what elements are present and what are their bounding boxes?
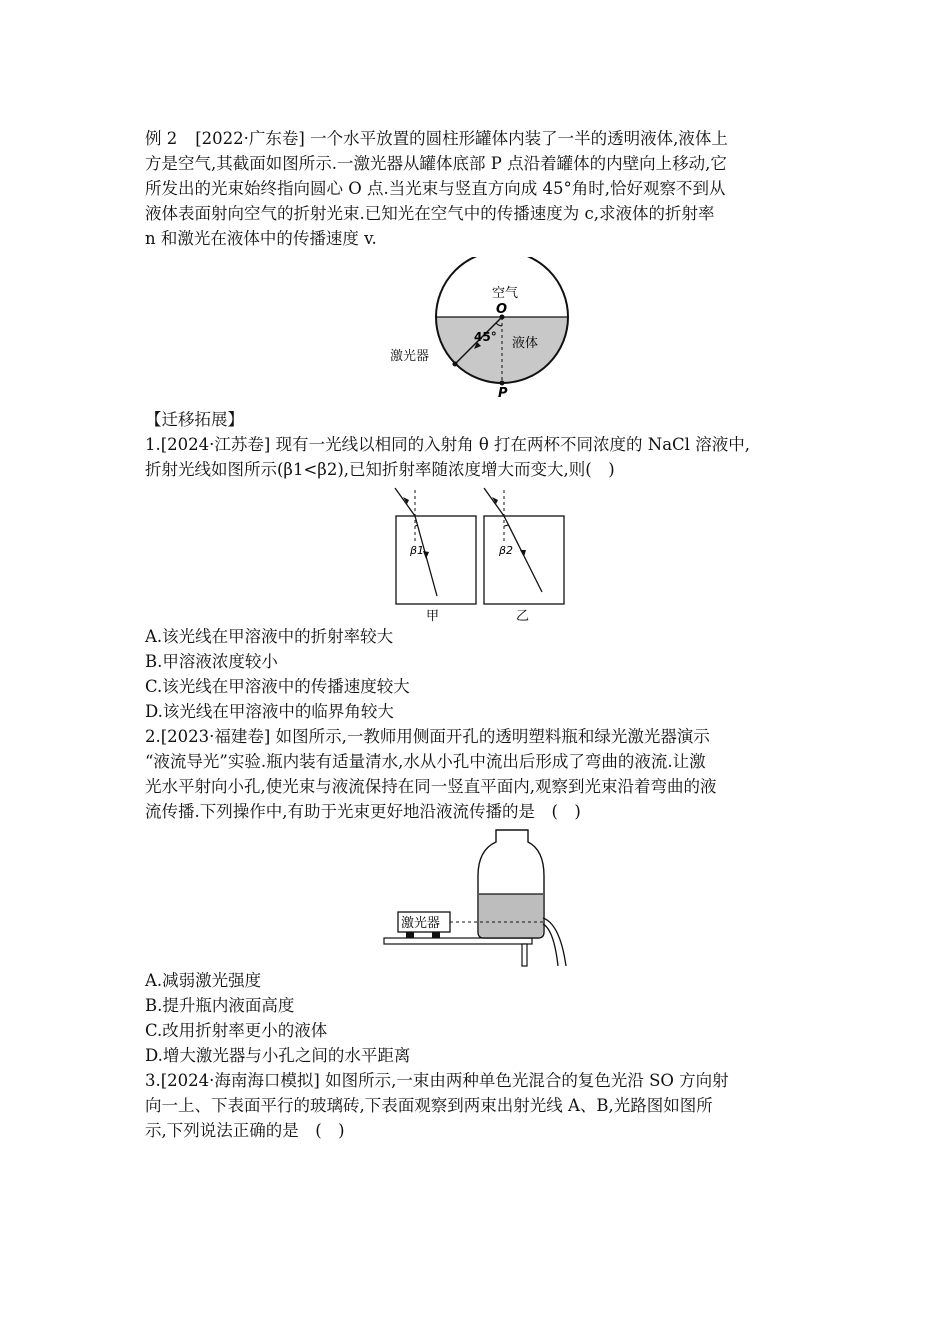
incident-ray-1 [395, 488, 415, 516]
page-content [145, 126, 825, 1143]
q3-line1: 3.[2024·海南海口模拟] 如图所示,一束由两种单色光混合的复色光沿 SO 方向射 [145, 1071, 729, 1090]
stream-outer [543, 918, 566, 966]
q1-option-a: A.该光线在甲溶液中的折射率较大 [145, 627, 394, 646]
cup-jia-label: 甲 [426, 609, 440, 624]
q2-line3: 光水平射向小孔,使光束与液流保持在同一竖直平面内,观察到光束沿着弯曲的液 [145, 777, 717, 796]
p-dot [500, 381, 505, 386]
example2-label: 例 2 [145, 129, 178, 148]
angle-label: 45° [474, 330, 497, 344]
cup-yi [484, 516, 564, 604]
cup-yi-label: 乙 [516, 609, 530, 624]
example2-source: [2022·广东卷] [195, 129, 305, 148]
q1-option-b: B.甲溶液浓度较小 [145, 652, 278, 671]
laser-dot [453, 362, 458, 367]
q2-line2: “液流导光”实验.瓶内装有适量清水,水从小孔中流出后形成了弯曲的液流.让激 [145, 752, 706, 771]
q2-line1: 2.[2023·福建卷] 如图所示,一教师用侧面开孔的透明塑料瓶和绿光激光器演示 [145, 727, 710, 746]
angle-arc-2 [504, 525, 508, 526]
q3-line2: 向一上、下表面平行的玻璃砖,下表面观察到两束出射光线 A、B,光路图如图所 [145, 1096, 713, 1115]
incident-ray-2 [484, 488, 504, 516]
bottle-figure [382, 828, 572, 968]
table-leg [522, 944, 527, 966]
q1-option-d: D.该光线在甲溶液中的临界角较大 [145, 702, 394, 721]
q2-option-a: A.减弱激光强度 [145, 971, 262, 990]
o-label: O [496, 302, 508, 317]
q2-line4: 流传播.下列操作中,有助于光束更好地沿液流传播的是 ( ) [145, 802, 581, 821]
example2-line2: 方是空气,其截面如图所示.一激光器从罐体底部 P 点沿着罐体的内壁向上移动,它 [145, 154, 727, 173]
q1-option-c: C.该光线在甲溶液中的传播速度较大 [145, 677, 410, 696]
q2-option-c: C.改用折射率更小的液体 [145, 1021, 328, 1040]
cups-figure [380, 484, 570, 624]
example2-line5: n 和激光在液体中的传播速度 v. [145, 229, 377, 248]
liquid-label: 液体 [512, 336, 539, 351]
example2-line3: 所发出的光束始终指向圆心 O 点.当光束与竖直方向成 45°角时,恰好观察不到从 [145, 179, 726, 198]
refracted-arrow-2-icon [520, 550, 526, 557]
laser-label-fig3: 激光器 [401, 916, 441, 931]
q2-option-b: B.提升瓶内液面高度 [145, 996, 295, 1015]
p-label: P [498, 386, 508, 397]
laser-foot-2 [432, 932, 440, 938]
example2-line4: 液体表面射向空气的折射光束.已知光在空气中的传播速度为 c,求液体的折射率 [145, 204, 715, 223]
example2-line1: 例 2 [2022·广东卷] 一个水平放置的圆柱形罐体内装了一半的透明液体,液体上 [145, 129, 728, 148]
section-title: 【迁移拓展】 [145, 410, 244, 429]
table-top [384, 938, 532, 944]
laser-label-fig1: 激光器 [390, 349, 430, 364]
q3-line3: 示,下列说法正确的是 ( ) [145, 1121, 345, 1140]
q2-option-d: D.增大激光器与小孔之间的水平距离 [145, 1046, 411, 1065]
bottle-water [479, 894, 543, 937]
beta2-label: β2 [499, 544, 514, 557]
tank-figure [432, 257, 572, 397]
laser-foot-1 [406, 932, 414, 938]
q1-line2: 折射光线如图所示(β1<β2),已知折射率随浓度增大而变大,则( ) [145, 460, 615, 479]
beta1-label: β1 [410, 544, 425, 557]
air-label: 空气 [492, 286, 519, 301]
q1-line1: 1.[2024·江苏卷] 现有一光线以相同的入射角 θ 打在两杯不同浓度的 NaCl 溶液中, [145, 435, 750, 454]
